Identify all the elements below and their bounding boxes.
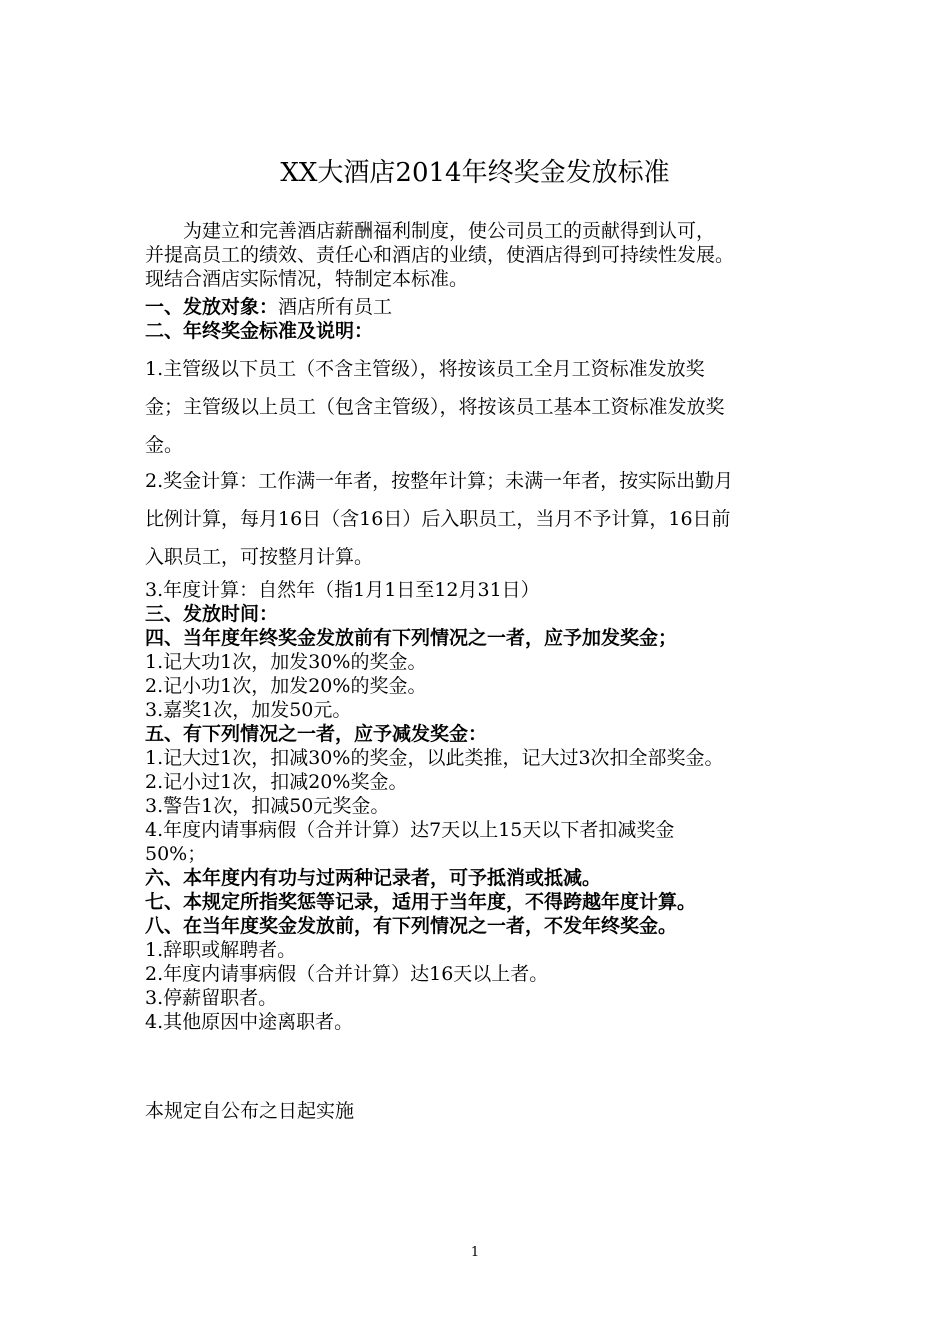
section-heading: 三、发放时间： (145, 603, 279, 625)
section-heading: 二、年终奖金标准及说明： (145, 320, 374, 342)
section-heading: 四、当年度年终奖金发放前有下列情况之一者，应予加发奖金； (145, 627, 678, 649)
section-heading: 八、在当年度奖金发放前，有下列情况之一者，不发年终奖金。 (145, 915, 678, 937)
item-line: 入职员工，可按整月计算。 (145, 546, 374, 568)
section-heading: 六、本年度内有功与过两种记录者，可予抵消或抵减。 (145, 867, 602, 889)
list-item: 1.辞职或解聘者。 (145, 939, 297, 961)
item-line: 金；主管级以上员工（包含主管级），将按该员工基本工资标准发放奖 (145, 396, 725, 418)
sections-3-to-8 (145, 578, 825, 1034)
calculation-items (145, 462, 825, 576)
section-heading: 五、有下列情况之一者，应予减发奖金： (145, 723, 488, 745)
section-1 (145, 295, 825, 343)
section-heading: 七、本规定所指奖惩等记录，适用于当年度，不得跨越年度计算。 (145, 891, 697, 913)
list-item: 1.记大过1次，扣减30%的奖金，以此类推，记大过3次扣全部奖金。 (145, 747, 724, 769)
intro-paragraph (145, 219, 825, 291)
standard-items (145, 350, 825, 464)
item-line: 2.奖金计算：工作满一年者，按整年计算；未满一年者，按实际出勤月 (145, 470, 734, 492)
list-item: 50%； (145, 843, 207, 865)
list-item: 3.嘉奖1次，加发50元。 (145, 699, 352, 721)
intro-line: 现结合酒店实际情况，特制定本标准。 (145, 268, 469, 290)
list-item: 4.年度内请事病假（合并计算）达7天以上15天以下者扣减奖金 (145, 819, 675, 841)
list-item: 3.警告1次，扣减50元奖金。 (145, 795, 390, 817)
section-heading: 一、发放对象： (145, 296, 279, 318)
list-item: 2.记小功1次，加发20%的奖金。 (145, 675, 427, 697)
item-line: 金。 (145, 434, 184, 456)
list-item: 2.年度内请事病假（合并计算）达16天以上者。 (145, 963, 549, 985)
section-text: 酒店所有员工 (278, 296, 393, 318)
item-line: 3.年度计算：自然年（指1月1日至12月31日） (145, 579, 540, 601)
item-line: 比例计算，每月16日（含16日）后入职员工，当月不予计算，16日前 (145, 508, 731, 530)
list-item: 1.记大功1次，加发30%的奖金。 (145, 651, 427, 673)
list-item: 4.其他原因中途离职者。 (145, 1011, 354, 1033)
document-title: XX大酒店2014年终奖金发放标准 (280, 158, 670, 188)
list-item: 2.记小过1次，扣减20%奖金。 (145, 771, 408, 793)
list-item: 3.停薪留职者。 (145, 987, 278, 1009)
intro-line: 为建立和完善酒店薪酬福利制度，使公司员工的贡献得到认可， (183, 220, 716, 242)
page-number: 1 (470, 1245, 480, 1260)
effective-note: 本规定自公布之日起实施 (145, 1100, 355, 1122)
intro-line: 并提高员工的绩效、责任心和酒店的业绩，使酒店得到可持续性发展。 (145, 244, 735, 266)
item-line: 1.主管级以下员工（不含主管级），将按该员工全月工资标准发放奖 (145, 358, 705, 380)
